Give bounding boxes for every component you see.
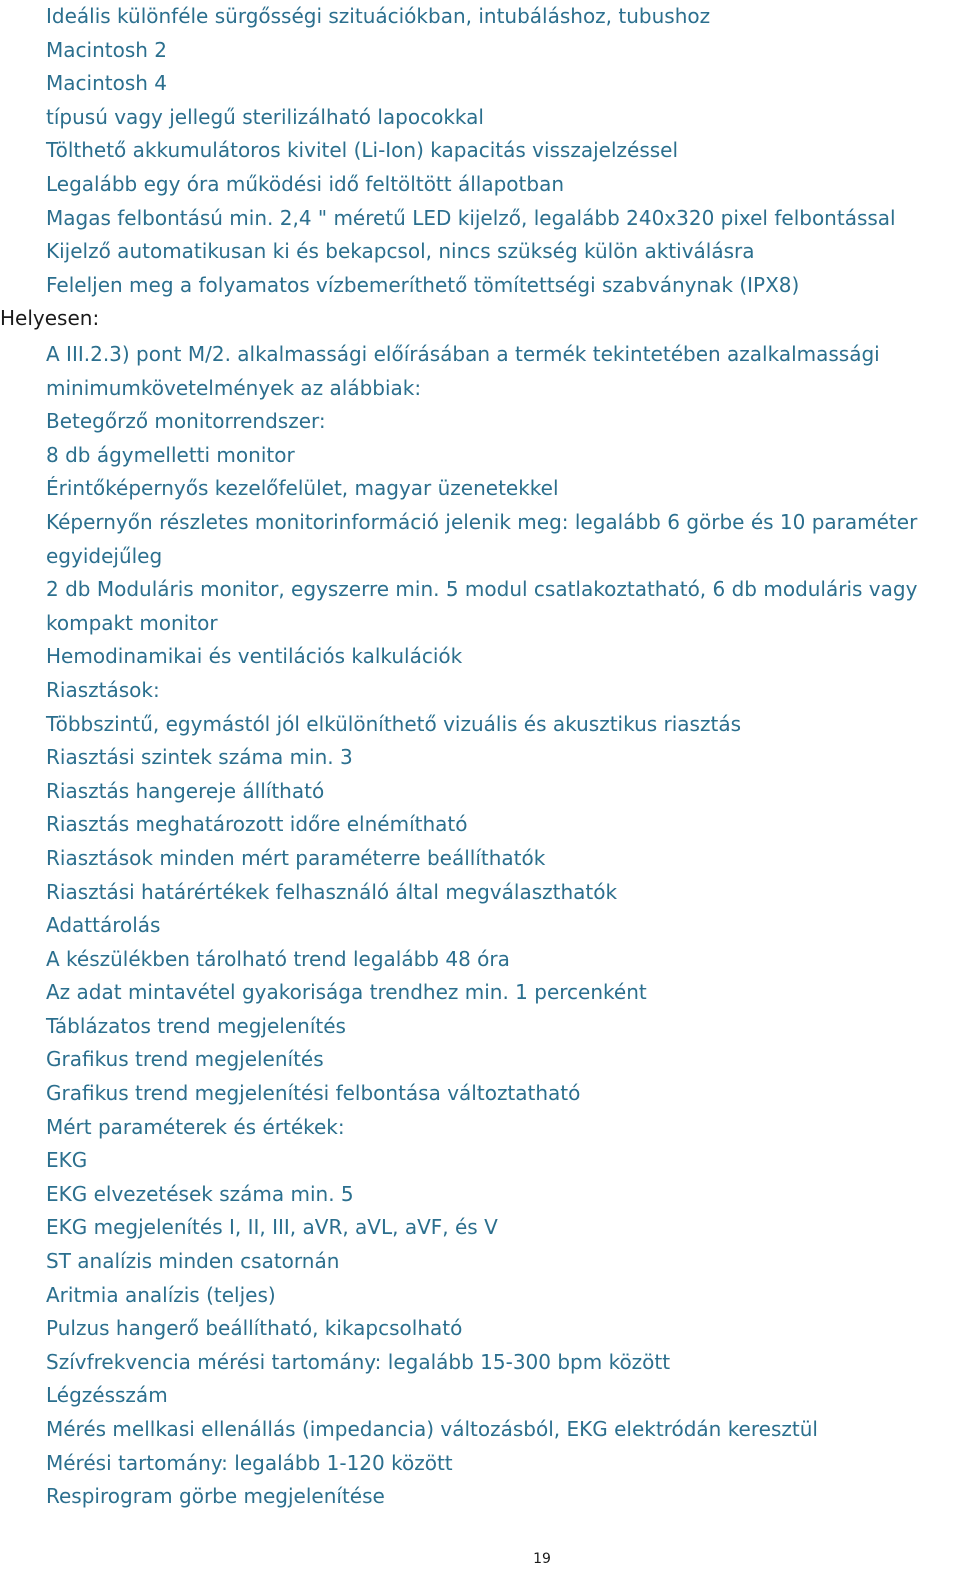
- requirement-line-35: Respirogram görbe megjelenítése: [46, 1484, 385, 1509]
- requirement-line-27: EKG megjelenítés I, II, III, aVR, aVL, aVF, és V: [46, 1215, 498, 1240]
- top-line-6: Legalább egy óra működési idő feltöltött állapotban: [46, 171, 564, 196]
- requirement-line-28: ST analízis minden csatornán: [46, 1249, 340, 1274]
- requirement-line-17: Riasztási határértékek felhasználó által megválaszthatók: [46, 879, 618, 904]
- requirement-line-6: Képernyőn részletes monitorinformáció jelenik meg: legalább 6 görbe és 10 paraméter: [46, 509, 918, 534]
- requirement-line-31: Szívfrekvencia mérési tartomány: legalább 15-300 bpm között: [46, 1349, 671, 1374]
- requirement-line-30: Pulzus hangerő beállítható, kikapcsolható: [46, 1316, 463, 1341]
- requirement-line-4: 8 db ágymelletti monitor: [46, 442, 295, 467]
- requirement-line-22: Grafikus trend megjelenítés: [46, 1047, 324, 1072]
- requirement-line-29: Aritmia analízis (teljes): [46, 1282, 276, 1307]
- top-line-5: Tölthető akkumulátoros kivitel (Li-Ion) kapacitás visszajelzéssel: [46, 138, 679, 163]
- requirement-line-10: Hemodinamikai és ventilációs kalkulációk: [46, 644, 463, 669]
- requirement-line-24: Mért paraméterek és értékek:: [46, 1114, 345, 1139]
- top-line-2: Macintosh 2: [46, 37, 167, 62]
- requirement-line-2: minimumkövetelmények az alábbiak:: [46, 375, 422, 400]
- requirement-line-7: egyidejűleg: [46, 543, 163, 568]
- requirement-line-34: Mérési tartomány: legalább 1-120 között: [46, 1450, 453, 1475]
- requirement-line-19: A készülékben tárolható trend legalább 48 óra: [46, 946, 510, 971]
- requirement-line-1: A III.2.3) pont M/2. alkalmassági előírásában a termék tekintetében azalkalmassági: [46, 342, 880, 366]
- top-line-7: Magas felbontású min. 2,4 " méretű LED kijelző, legalább 240x320 pixel felbontással: [46, 205, 896, 230]
- top-line-8: Kijelző automatikusan ki és bekapcsol, nincs szükség külön aktiválásra: [46, 239, 755, 264]
- requirement-line-32: Légzésszám: [46, 1383, 168, 1408]
- top-line-3: Macintosh 4: [46, 71, 167, 96]
- top-line-4: típusú vagy jellegű sterilizálható lapocokkal: [46, 104, 484, 129]
- requirement-line-25: EKG: [46, 1148, 88, 1173]
- top-line-1: Ideális különféle sürgősségi szituációkban, intubáláshoz, tubushoz: [46, 4, 711, 28]
- requirement-line-26: EKG elvezetések száma min. 5: [46, 1181, 354, 1206]
- requirement-line-14: Riasztás hangereje állítható: [46, 778, 325, 803]
- requirement-line-23: Grafikus trend megjelenítési felbontása változtatható: [46, 1081, 581, 1106]
- requirement-line-21: Táblázatos trend megjelenítés: [46, 1013, 346, 1038]
- requirement-line-12: Többszintű, egymástól jól elkülöníthető vizuális és akusztikus riasztás: [46, 711, 741, 736]
- top-line-9: Feleljen meg a folyamatos vízbemeríthető tömítettségi szabványnak (IPX8): [46, 272, 800, 297]
- requirement-line-8: 2 db Moduláris monitor, egyszerre min. 5 modul csatlakoztatható, 6 db moduláris vagy: [46, 577, 918, 602]
- top-line-list: [46, 0, 956, 302]
- bottom-line-list: [46, 338, 956, 1514]
- requirement-line-15: Riasztás meghatározott időre elnémítható: [46, 812, 468, 837]
- page-number: 19: [533, 1551, 551, 1567]
- requirement-line-16: Riasztások minden mért paraméterre beállíthatók: [46, 845, 546, 870]
- section-heading: Helyesen:: [0, 306, 100, 330]
- requirement-line-18: Adattárolás: [46, 913, 161, 938]
- requirement-line-5: Érintőképernyős kezelőfelület, magyar üzenetekkel: [46, 476, 559, 501]
- requirement-line-33: Mérés mellkasi ellenállás (impedancia) változásból, EKG elektródán keresztül: [46, 1417, 818, 1441]
- requirement-line-20: Az adat mintavétel gyakorisága trendhez min. 1 percenként: [46, 980, 647, 1005]
- requirement-line-13: Riasztási szintek száma min. 3: [46, 745, 353, 770]
- requirement-line-9: kompakt monitor: [46, 610, 218, 635]
- requirement-line-3: Betegőrző monitorrendszer:: [46, 409, 326, 434]
- requirement-line-11: Riasztások:: [46, 677, 160, 702]
